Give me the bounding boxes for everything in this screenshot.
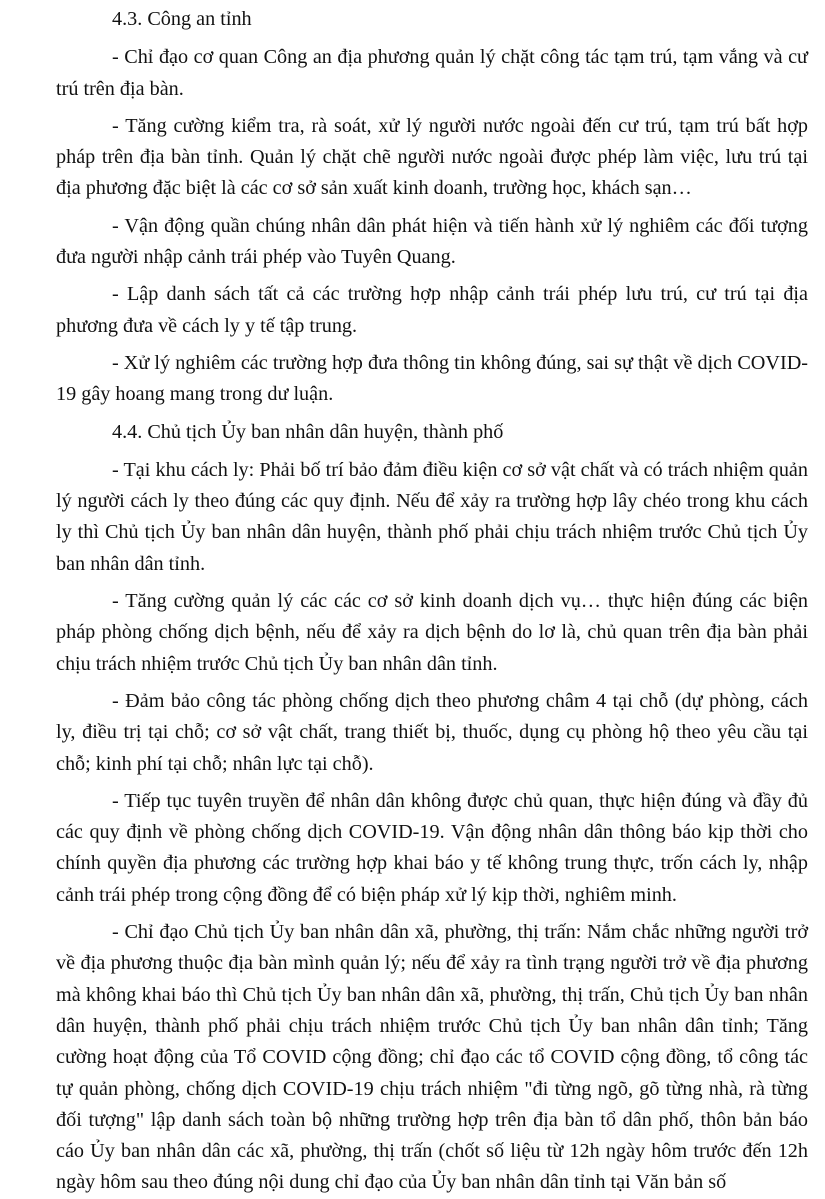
section-heading: 4.4. Chủ tịch Ủy ban nhân dân huyện, thành phố [112, 420, 504, 443]
paragraph: - Vận động quần chúng nhân dân phát hiện và tiến hành xử lý nghiêm các đối tượng đưa người nhập cảnh trái phép vào Tuyên Quang. [56, 214, 808, 269]
paragraph: - Tăng cường kiểm tra, rà soát, xử lý người nước ngoài đến cư trú, tạm trú bất hợp pháp trên địa bàn tỉnh. Quản lý chặt chẽ người nước ngoài được phép làm việc, lưu trú tại địa phương đặc biệt là các cơ sở sản xuất kinh doanh, trường học, khách sạn… [56, 114, 808, 200]
paragraph: - Lập danh sách tất cả các trường hợp nhập cảnh trái phép lưu trú, cư trú tại địa phương đưa về cách ly y tế tập trung. [56, 283, 808, 337]
section-heading: 4.3. Công an tỉnh [112, 8, 252, 30]
paragraph: - Chỉ đạo Chủ tịch Ủy ban nhân dân xã, phường, thị trấn: Nắm chắc những người trở về địa phương thuộc địa bàn mình quản lý; nếu để xảy ra tình trạng người trở về địa phương mà không khai báo thì Chủ tịch Ủy ban nhân dân xã, phường, thị trấn, Chủ tịch Ủy ban nhân dân huyện, thành phố phải chịu trách nhiệm trước Chủ tịch Ủy ban nhân dân tỉnh; Tăng cường hoạt động của Tổ COVID cộng đồng; chỉ đạo các tổ COVID cộng đồng, tổ công tác tự quản phòng, chống dịch COVID-19 chịu trách nhiệm "đi từng ngõ, gõ từng nhà, rà từng đối tượng" lập danh sách toàn bộ những trường hợp trên địa bàn tổ dân phố, thôn bản báo cáo Ủy ban nhân dân các xã, phường, thị trấn (chốt số liệu từ 12h ngày hôm trước đến 12h ngày hôm sau theo đúng nội dung chỉ đạo của Ủy ban nhân dân tỉnh tại Văn bản số [56, 921, 808, 1194]
section-4-3 [56, 4, 808, 411]
paragraph: - Tiếp tục tuyên truyền để nhân dân không được chủ quan, thực hiện đúng và đầy đủ các quy định về phòng chống dịch COVID-19. Vận động nhân dân thông báo kịp thời cho chính quyền địa phương các trường hợp khai báo y tế không trung thực, trốn cách ly, nhập cảnh trái phép trong cộng đồng để có biện pháp xử lý kịp thời, nghiêm minh. [56, 789, 808, 906]
section-4-4 [56, 417, 808, 1199]
paragraph: - Tăng cường quản lý các các cơ sở kinh doanh dịch vụ… thực hiện đúng các biện pháp phòng chống dịch bệnh, nếu để xảy ra dịch bệnh do lơ là, chủ quan trên địa bàn phải chịu trách nhiệm trước Chủ tịch Ủy ban nhân dân tỉnh. [56, 590, 808, 675]
document-page [56, 4, 808, 1199]
paragraph: - Tại khu cách ly: Phải bố trí bảo đảm điều kiện cơ sở vật chất và có trách nhiệm quản lý người cách ly theo đúng các quy định. Nếu để xảy ra trường hợp lây chéo trong khu cách ly thì Chủ tịch Ủy ban nhân dân huyện, thành phố phải chịu trách nhiệm trước Chủ tịch Ủy ban nhân dân tỉnh. [56, 458, 808, 575]
paragraph: - Chỉ đạo cơ quan Công an địa phương quản lý chặt công tác tạm trú, tạm vắng và cư trú trên địa bàn. [56, 46, 808, 100]
paragraph: - Đảm bảo công tác phòng chống dịch theo phương châm 4 tại chỗ (dự phòng, cách ly, điều trị tại chỗ; cơ sở vật chất, trang thiết bị, thuốc, dụng cụ phòng hộ theo yêu cầu tại chỗ; kinh phí tại chỗ; nhân lực tại chỗ). [56, 689, 808, 775]
paragraph: - Xử lý nghiêm các trường hợp đưa thông tin không đúng, sai sự thật về dịch COVID-19 gây hoang mang trong dư luận. [56, 351, 808, 406]
